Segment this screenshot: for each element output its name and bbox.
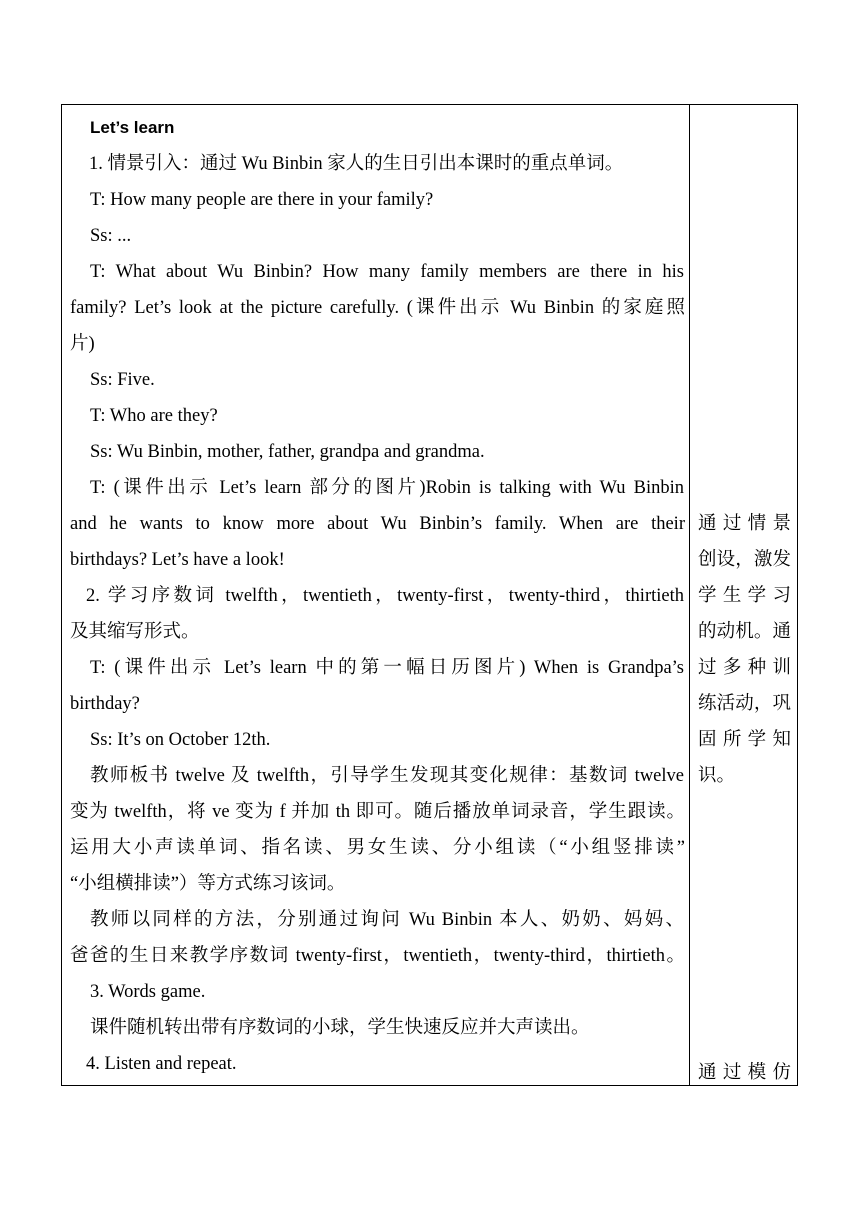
text-line: Ss: Five. xyxy=(90,370,155,390)
note-line: 通过情景 xyxy=(698,514,791,534)
note-line: 固所学知 xyxy=(698,730,791,750)
procedure-cell xyxy=(62,105,689,1085)
text-line: “小组横排读”）等方式练习该词。 xyxy=(70,874,346,894)
text-line: T: (课件出示 Let’s learn 中的第一幅日历图片) When is Grandpa’s xyxy=(90,658,684,678)
text-line: 运用大小声读单词、指名读、男女生读、分小组读（“小组竖排读” xyxy=(70,838,685,858)
text-line: T: How many people are there in your family? xyxy=(90,190,434,210)
text-line: Ss: ... xyxy=(90,226,132,246)
text-line: Ss: Wu Binbin, mother, father, grandpa and grandma. xyxy=(90,442,485,462)
text-line: 2. 学习序数词 twelfth，twentieth，twenty-first，twenty-third，thirtieth xyxy=(86,586,684,606)
lesson-table xyxy=(61,104,798,1086)
note-line: 的动机。通 xyxy=(698,622,791,642)
text-line: birthdays? Let’s have a look! xyxy=(70,550,285,570)
text-line: 4. Listen and repeat. xyxy=(86,1054,237,1074)
text-line: family? Let’s look at the picture carefully. (课件出示 Wu Binbin 的家庭照 xyxy=(70,298,685,318)
purpose-cell xyxy=(690,105,798,1085)
note-line: 过多种训 xyxy=(698,658,791,678)
section-heading: Let’s learn xyxy=(90,118,175,137)
text-line: T: Who are they? xyxy=(90,406,218,426)
text-line: 教师板书 twelve 及 twelfth，引导学生发现其变化规律：基数词 twelve xyxy=(90,766,684,786)
note-line: 识。 xyxy=(698,766,736,786)
note-line: 学生学习 xyxy=(698,586,791,606)
text-line: 1. 情景引入：通过 Wu Binbin 家人的生日引出本课时的重点单词。 xyxy=(89,154,624,174)
text-line: 片) xyxy=(70,334,95,354)
text-line: 及其缩写形式。 xyxy=(70,622,200,642)
note-line: 创设，激发 xyxy=(698,550,791,570)
text-line: 教师以同样的方法，分别通过询问 Wu Binbin 本人、奶奶、妈妈、 xyxy=(90,910,684,930)
text-line: 变为 twelfth，将 ve 变为 f 并加 th 即可。随后播放单词录音，学生跟读。 xyxy=(70,802,685,822)
note-line: 练活动，巩 xyxy=(698,694,791,714)
text-line: 课件随机转出带有序数词的小球，学生快速反应并大声读出。 xyxy=(90,1018,590,1038)
text-line: and he wants to know more about Wu Binbin’s family. When are their xyxy=(70,514,685,534)
text-line: 爸爸的生日来教学序数词 twenty-first，twentieth，twenty-third，thirtieth。 xyxy=(70,946,685,966)
text-line: 3. Words game. xyxy=(90,982,206,1002)
text-line: T: (课件出示 Let’s learn 部分的图片)Robin is talking with Wu Binbin xyxy=(90,478,684,498)
text-line: birthday? xyxy=(70,694,140,714)
text-line: Ss: It’s on October 12th. xyxy=(90,730,271,750)
text-line: T: What about Wu Binbin? How many family members are there in his xyxy=(90,262,684,282)
note-line: 通过模仿 xyxy=(698,1063,791,1083)
